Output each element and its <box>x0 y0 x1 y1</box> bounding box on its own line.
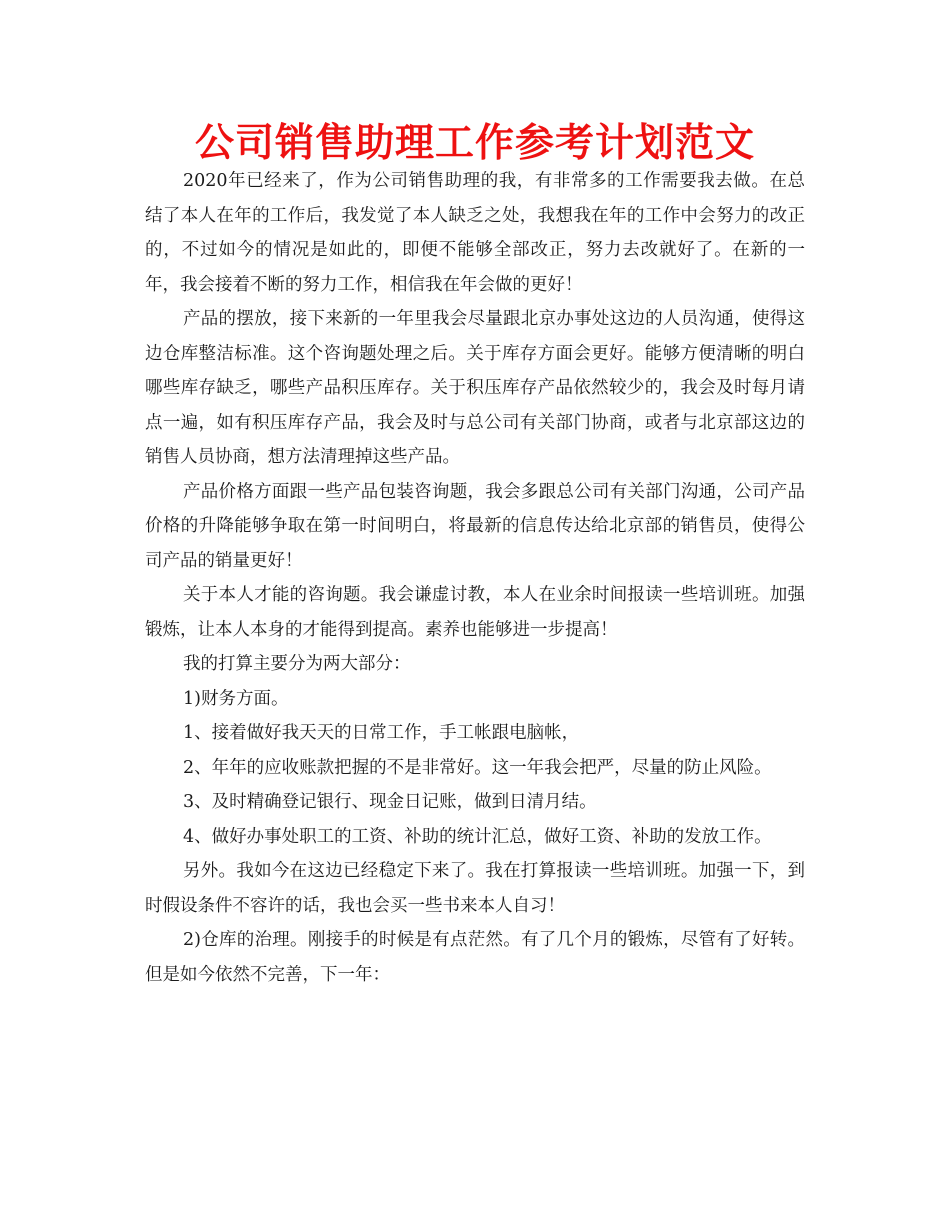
paragraph: 产品的摆放，接下来新的一年里我会尽量跟北京办事处这边的人员沟通，使得这边仓库整洁标准。这个咨询题处理之后。关于库存方面会更好。能够方便清晰的明白哪些库存缺乏，哪些产品积压库存。关于积压库存产品依然较少的，我会及时每月请点一遍，如有积压库存产品，我会及时与总公司有关部门协商，或者与北京部这边的销售人员协商，想方法清理掉这些产品。 <box>145 309 805 467</box>
paragraph: 3、及时精确登记银行、现金日记账，做到日清月结。 <box>183 792 597 812</box>
document-body <box>145 164 805 992</box>
paragraph: 我的打算主要分为两大部分： <box>183 654 411 674</box>
paragraph: 4、做好办事处职工的工资、补助的统计汇总，做好工资、补助的发放工作。 <box>183 826 772 847</box>
document-title: 公司销售助理工作参考计划范文 <box>194 121 755 166</box>
paragraph: 另外。我如今在这边已经稳定下来了。我在打算报读一些培训班。加强一下，到时假设条件不容许的话，我也会买一些书来本人自习！ <box>145 861 805 916</box>
paragraph: 2020年已经来了，作为公司销售助理的我，有非常多的工作需要我去做。在总结了本人在年的工作后，我发觉了本人缺乏之处，我想我在年的工作中会努力的改正的，不过如今的情况是如此的，即便不能够全部改正，努力去改就好了。在新的一年，我会接着不断的努力工作，相信我在年会做的更好！ <box>145 171 805 295</box>
paragraph: 关于本人才能的咨询题。我会谦虚讨教，本人在业余时间报读一些培训班。加强锻炼，让本人本身的才能得到提高。素养也能够进一步提高！ <box>145 585 805 640</box>
paragraph: 2)仓库的治理。刚接手的时候是有点茫然。有了几个月的锻炼，尽管有了好转。但是如今依然不完善，下一年： <box>145 930 805 985</box>
paragraph: 产品价格方面跟一些产品包装咨询题，我会多跟总公司有关部门沟通，公司产品价格的升降能够争取在第一时间明白，将最新的信息传达给北京部的销售员，使得公司产品的销量更好！ <box>145 481 805 571</box>
paragraph: 2、年年的应收账款把握的不是非常好。这一年我会把严，尽量的防止风险。 <box>183 757 772 778</box>
paragraph: 1)财务方面。 <box>183 688 289 709</box>
paragraph: 1、接着做好我天天的日常工作，手工帐跟电脑帐， <box>183 723 580 743</box>
